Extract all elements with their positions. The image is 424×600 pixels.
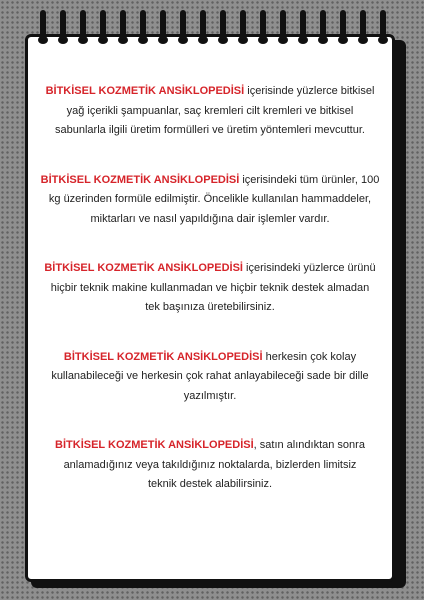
paragraph-no-machine [39,259,381,318]
paragraph-simple-language [39,348,381,407]
paragraph-support [39,436,381,495]
paragraph-text: içerisindeki yüzlerce ürünü hiçbir teknik makine kullanmadan ve hiçbir teknik destek almadan tek başınıza üretebilirsiniz. [50,262,376,313]
paragraph-100kg [39,171,381,230]
paragraph-formulas [39,82,381,141]
brand-name: BİTKİSEL KOZMETİK ANSİKLOPEDİSİ [55,439,254,451]
brand-name: BİTKİSEL KOZMETİK ANSİKLOPEDİSİ [63,350,263,363]
brand-name: BİTKİSEL KOZMETİK ANSİKLOPEDİSİ [44,262,243,274]
paragraph-text: herkesin çok kolay kullanabileceği ve herkesin çok rahat anlayabileceği sade bir dille yazılmıştır. [51,350,369,402]
brand-name: BİTKİSEL KOZMETİK ANSİKLOPEDİSİ [45,85,245,97]
card-content [25,34,395,582]
paragraph-text: içerisindeki tüm ürünler, 100 kg üzerinden formüle edilmiştir. Öncelikle kullanılan hammaddeler, miktarları ve nasıl yapıldığına dair işlemler vardır. [48,173,380,225]
paragraph-text: içerisinde yüzlerce bitkisel yağ içerikli şampuanlar, saç kremleri cilt kremleri ve bitkisel sabunlarla ilgili üretim formülleri ve üretim yöntemleri mevcuttur. [55,85,375,136]
paragraph-text: , satın alındıktan sonra anlamadığınız veya takıldığınız noktalarda, bizlerden limitsiz teknik destek alabilirsiniz. [63,439,365,490]
brand-name: BİTKİSEL KOZMETİK ANSİKLOPEDİSİ [40,173,240,186]
